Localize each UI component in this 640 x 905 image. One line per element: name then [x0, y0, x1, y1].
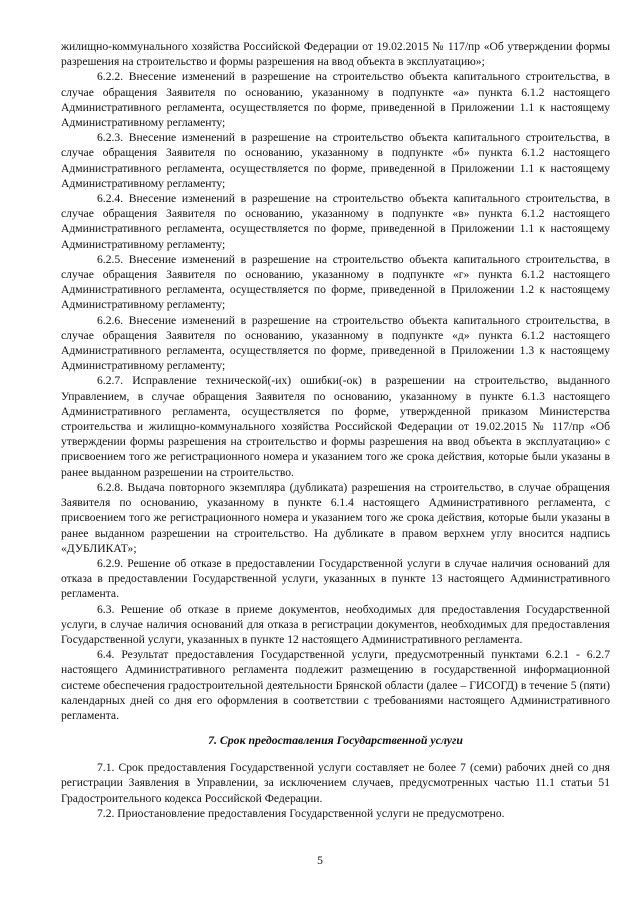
paragraph-6-3: 6.3. Решение об отказе в приеме документов, необходимых для предоставления Государственной услуги, в случае наличия оснований для отказа в регистрации документов, необходимых для предоставления Государственной услуги, указанных в пункте 12 настоящего Административного регламента. — [61, 602, 610, 646]
paragraph-7-1: 7.1. Срок предоставления Государственной услуги составляет не более 7 (семи) рабочих дней со дня регистрации Заявления в Управлении, за исключением случаев, предусмотренных частью 11.1 статьи 51 Градостроительного кодекса Российской Федерации. — [61, 761, 610, 805]
paragraphs-before — [61, 39, 610, 723]
section-heading: 7. Срок предоставления Государственной услуги — [208, 733, 463, 748]
paragraph-intro: жилищно-коммунального хозяйства Российской Федерации от 19.02.2015 № 117/пр «Об утверждении формы разрешения на строительство и формы разрешения на ввод объекта в эксплуатацию»; — [61, 40, 610, 69]
paragraph-6-2-8: 6.2.8. Выдача повторного экземпляра (дубликата) разрешения на строительство, в случае обращения Заявителя по основанию, указанному в пункте 6.1.4 настоящего Административного регламента, с присвоением того же регистрационного номера и указанием того же срока действия, которые были указаны в ранее выданном разрешении на строительство. На дубликате в правом верхнем углу вносится надпись «ДУБЛИКАТ»; — [61, 480, 610, 555]
paragraph-6-2-6: 6.2.6. Внесение изменений в разрешение на строительство объекта капитального строительства, в случае обращения Заявителя по основанию, указанному в подпункте «д» пункта 6.1.2 настоящего Административного регламента, осуществляется по форме, приведенной в Приложении 1.3 к настоящему Административному регламенту; — [61, 313, 610, 373]
paragraph-6-2-4: 6.2.4. Внесение изменений в разрешение на строительство объекта капитального строительства, в случае обращения Заявителя по основанию, указанному в подпункте «в» пункта 6.1.2 настоящего Административного регламента, осуществляется по форме, приведенной в Приложении 1.1 к настоящему Административному регламенту; — [61, 192, 610, 251]
paragraphs-after — [61, 760, 610, 821]
paragraph-6-2-3: 6.2.3. Внесение изменений в разрешение на строительство объекта капитального строительства, в случае обращения Заявителя по основанию, указанному в подпункте «б» пункта 6.1.2 настоящего Административного регламента, осуществляется по форме, приведенной в Приложении 1.1 к настоящему Административному регламенту; — [61, 131, 610, 190]
paragraph-6-4: 6.4. Результат предоставления Государственной услуги, предусмотренный пунктами 6.2.1 - 6.2.7 настоящего Административного регламента подлежит размещению в государственной информационной системе обеспечения градостроительной деятельности Брянской области (далее – ГИСОГД) в течение 5 (пяти) календарных дней со дня его оформления в соответствии с требованиями настоящего Административного регламента. — [61, 648, 610, 722]
page-number: 5 — [317, 854, 323, 867]
paragraph-7-2: 7.2. Приостановление предоставления Государственной услуги не предусмотрено. — [97, 806, 505, 820]
paragraph-6-2-9: 6.2.9. Решение об отказе в предоставлении Государственной услуги в случае наличия оснований для отказа в предоставлении Государственной услуги, указанных в пункте 13 настоящего Административного регламента. — [61, 556, 610, 601]
paragraph-6-2-2: 6.2.2. Внесение изменений в разрешение на строительство объекта капитального строительства, в случае обращения Заявителя по основанию, указанному в подпункте «а» пункта 6.1.2 настоящего Административного регламента, осуществляется по форме, приведенной в Приложении 1.1 к настоящему Административному регламенту; — [61, 70, 610, 130]
paragraph-6-2-5: 6.2.5. Внесение изменений в разрешение на строительство объекта капитального строительства, в случае обращения Заявителя по основанию, указанному в подпункте «г» пункта 6.1.2 настоящего Административного регламента, осуществляется по форме, приведенной в Приложении 1.2 к настоящему Административному регламенту; — [61, 252, 610, 312]
paragraph-6-2-7: 6.2.7. Исправление технической(-их) ошибки(-ок) в разрешении на строительство, выданного Управлением, в случае обращения Заявителя по основанию, указанному в пункте 6.1.3 настоящего Административного регламента, осуществляется по форме, утвержденной приказом Министерства строительства и жилищно-коммунального хозяйства Российской Федерации от 19.02.2015 № 117/пр «Об утверждении формы разрешения на строительство и формы разрешения на ввод объекта в эксплуатацию» с присвоением того же регистрационного номера и указанием того же срока действия, которые были указаны в ранее выданном разрешении на строительство. — [61, 374, 610, 479]
document-page — [61, 39, 610, 821]
